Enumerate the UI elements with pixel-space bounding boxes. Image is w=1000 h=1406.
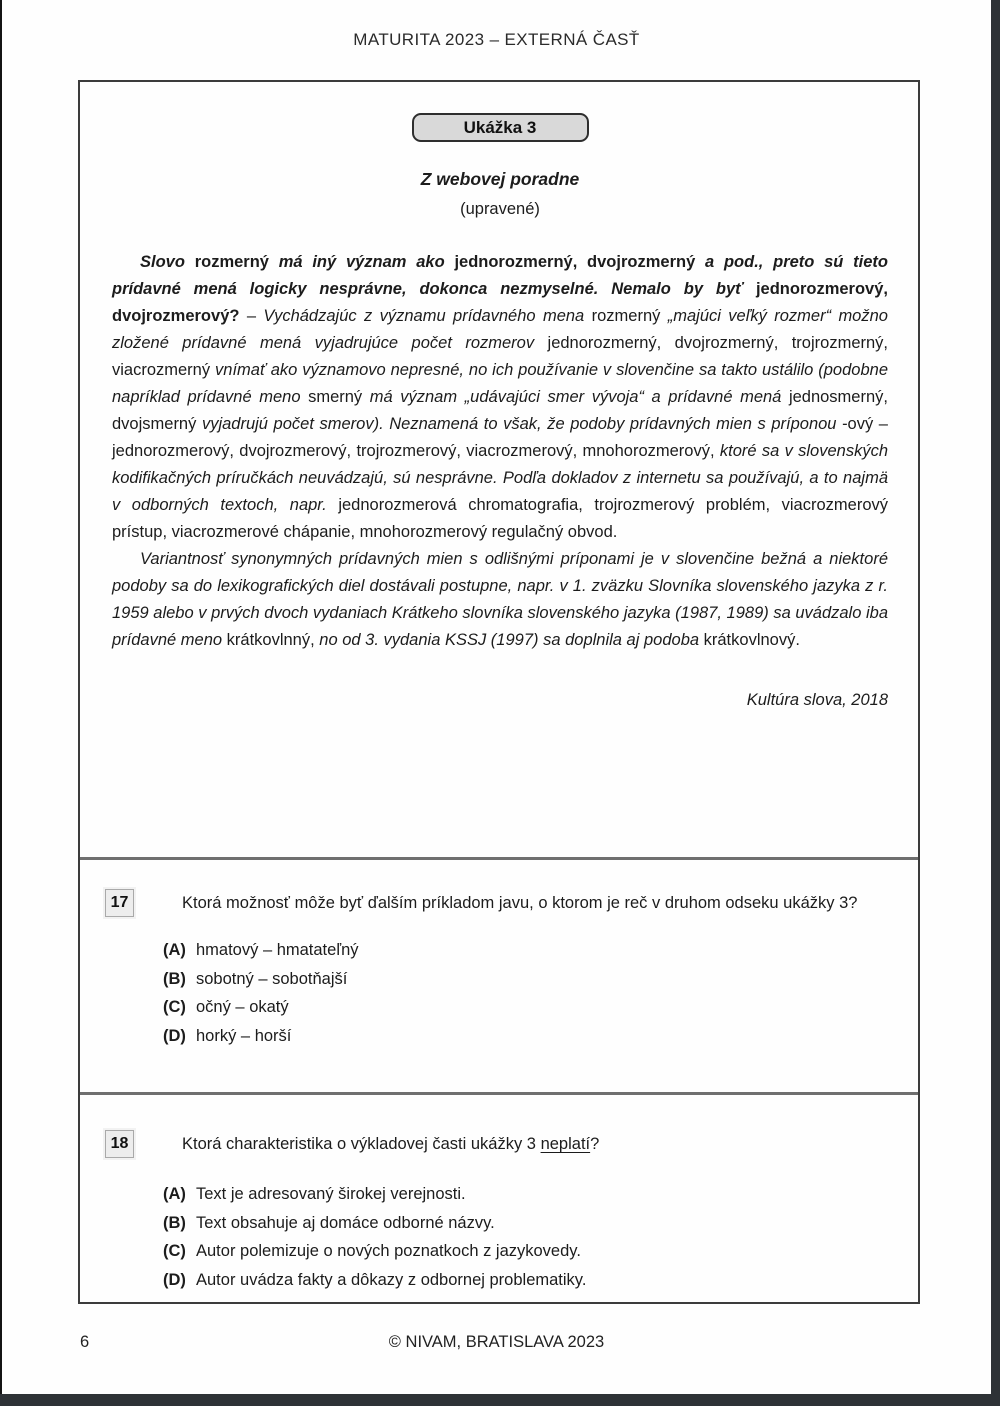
option-a: [163, 936, 918, 965]
option-c: [163, 993, 918, 1022]
option-b-label: (B): [163, 969, 186, 988]
question-18-text: Ktorá charakteristika o výkladovej časti ukážky 3 neplatí?: [182, 1135, 600, 1153]
option-a-label: (A): [163, 941, 186, 959]
option-a: [163, 1180, 918, 1209]
page-footer: [2, 1333, 991, 1352]
excerpt-body: [112, 249, 888, 654]
option-a-label: (A): [163, 1185, 186, 1203]
option-b-label: (B): [163, 1213, 186, 1232]
option-a-text: hmatový – hmatateľný: [196, 941, 359, 959]
page-number: 6: [80, 1333, 90, 1351]
option-d-label: (D): [163, 1270, 186, 1289]
question-17-text: Ktorá možnosť môže byť ďalším príkladom javu, o ktorom je reč v druhom odseku ukážky 3?: [182, 894, 858, 912]
option-c: [163, 1237, 918, 1266]
document-header: MATURITA 2023 – EXTERNÁ ČASŤ: [353, 30, 640, 49]
excerpt-title: Z webovej poradne: [420, 169, 580, 189]
question-17-options: [163, 936, 918, 1050]
question-18-header: [80, 1130, 918, 1158]
option-c-text: očný – okatý: [196, 998, 289, 1017]
option-d: [163, 1022, 918, 1051]
option-d-text: horký – horší: [196, 1026, 292, 1045]
question-17: [80, 857, 918, 1092]
source-citation: Kultúra slova, 2018: [746, 691, 888, 709]
option-c-label: (C): [163, 998, 186, 1017]
excerpt-subtitle: (upravené): [460, 200, 540, 218]
option-c-label: (C): [163, 1242, 186, 1261]
option-b-text: Text obsahuje aj domáce odborné názvy.: [196, 1213, 495, 1232]
excerpt-section: [80, 113, 918, 857]
option-b: [163, 1209, 918, 1238]
question-17-number: 17: [105, 889, 134, 917]
exam-frame: [78, 80, 920, 1304]
question-18: [80, 1092, 918, 1334]
question-18-number: 18: [105, 1130, 134, 1158]
option-c-text: Autor polemizuje o nových poznatkoch z jazykovedy.: [196, 1242, 581, 1261]
option-b-text: sobotný – sobotňajší: [196, 969, 348, 988]
option-b: [163, 965, 918, 994]
option-d-text: Autor uvádza fakty a dôkazy z odbornej problematiky.: [196, 1270, 587, 1289]
excerpt-paragraph-1: Slovo rozmerný má iný význam ako jednorozmerný, dvojrozmerný a pod., preto sú tieto prídavné mená logicky nesprávne, dokonca nezmyselné. Nemalo by byť jednorozmerový, dvojrozmerový? – Vychádzajúc z významu prídavného mena rozmerný „majúci veľký rozmer“ možno zložené prídavné mená vyjadrujúce počet rozmerov jednorozmerný, dvojrozmerný, trojrozmerný, viacrozmerný vnímať ako významovo nepresné, no ich používanie v slovenčine sa takto ustálilo (podobne napríklad prídavné meno smerný má význam „udávajúci smer vývoja“ a prídavné mená jednosmerný, dvojsmerný vyjadrujú počet smerov). Neznamená to však, že podoby prídavných mien s príponou -ový – jednorozmerový, dvojrozmerový, trojrozmerový, viacrozmerový, mnohorozmerový, ktoré sa v slovenských kodifikačných príručkách neuvádzajú, sú nesprávne. Podľa dokladov z internetu sa používajú, a to najmä v odborných textoch, napr. jednorozmerová chromatografia, trojrozmerový problém, viacrozmerový prístup, viacrozmerové chápanie, mnohorozmerový regulačný obvod.: [112, 253, 888, 541]
copyright-notice: © NIVAM, BRATISLAVA 2023: [388, 1333, 605, 1351]
sample-badge: Ukážka 3: [412, 113, 589, 142]
option-a-text: Text je adresovaný širokej verejnosti.: [196, 1185, 466, 1203]
option-d-label: (D): [163, 1026, 186, 1045]
question-18-options: [163, 1180, 918, 1294]
excerpt-paragraph-2: Variantnosť synonymných prídavných mien s odlišnými príponami je v slovenčine bežná a niektoré podoby sa do lexikografických diel dostávali postupne, napr. v 1. zväzku Slovníka slovenského jazyka z r. 1959 alebo v prvých dvoch vydaniach Krátkeho slovníka slovenského jazyka (1987, 1989) sa uvádzalo iba prídavné meno krátkovlnný, no od 3. vydania KSSJ (1997) sa doplnila aj podoba krátkovlnový.: [112, 550, 888, 649]
option-d: [163, 1266, 918, 1295]
question-17-header: [80, 889, 918, 917]
